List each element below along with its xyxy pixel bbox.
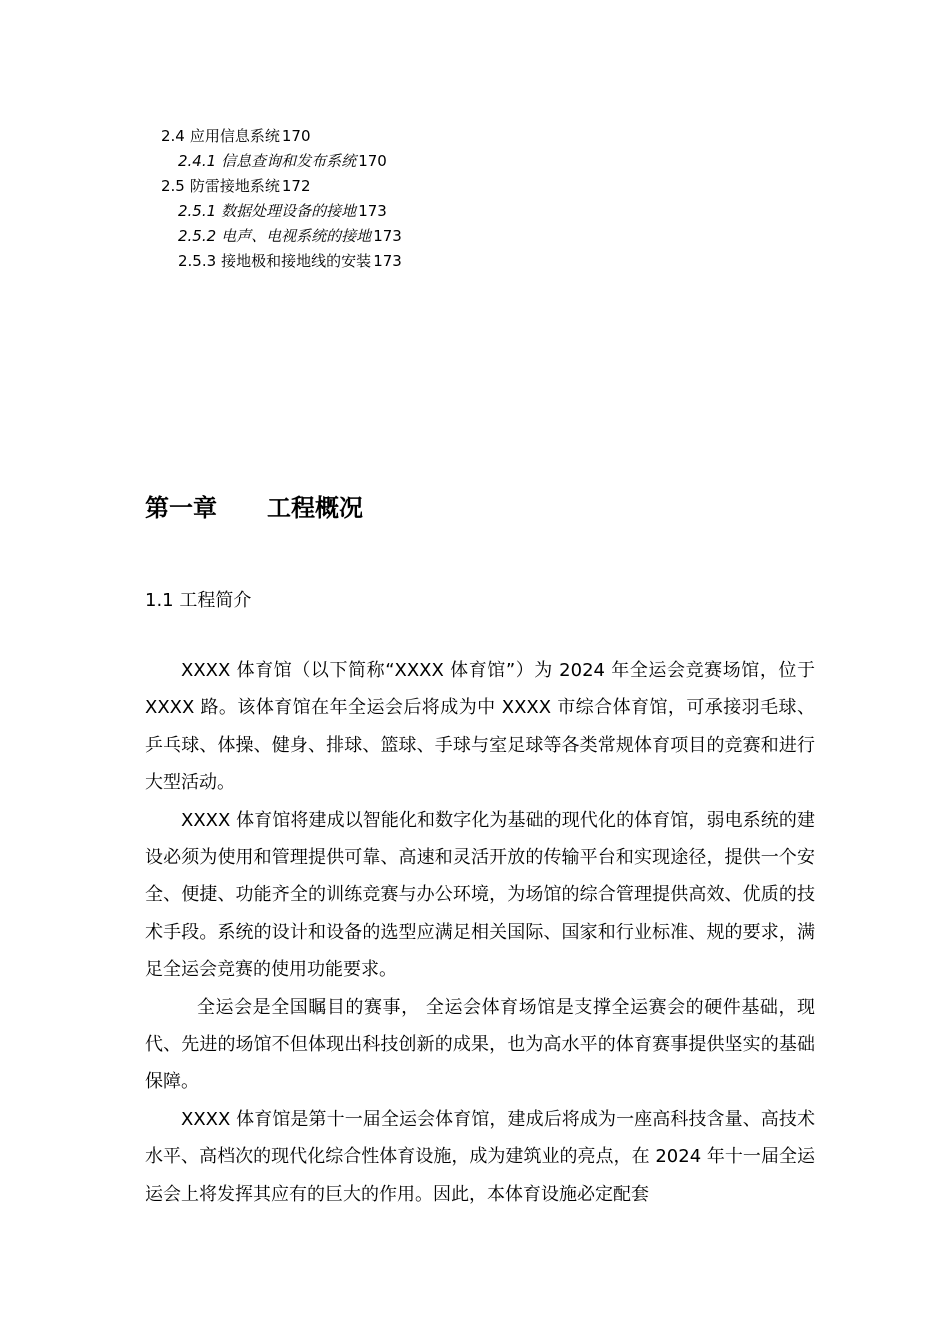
toc-entry-title: 防雷接地系统 (189, 177, 280, 195)
toc-entry-page: 170 (358, 152, 387, 170)
chapter-heading (145, 490, 363, 526)
paragraph: XXXX 体育馆（以下简称“XXXX 体育馆”）为 2024 年全运会竞赛场馆，位于 XXXX 路。该体育馆在年全运会后将成为中 XXXX 市综合体育馆，可承接羽毛球、乒乓球、体操、健身、排球、篮球、手球与室足球等各类常规体育项目的竞赛和进行大型活动。 (145, 660, 815, 794)
toc-entry-title: 信息查询和发布系统 (221, 152, 357, 170)
toc-entry-page: 173 (373, 227, 402, 245)
paragraph: XXXX 体育馆将建成以智能化和数字化为基础的现代化的体育馆，弱电系统的建设必须为使用和管理提供可靠、高速和灵活开放的传输平台和实现途径，提供一个安全、便捷、功能齐全的训练竞赛与办公环境，为场馆的综合管理提供高效、优质的技术手段。系统的设计和设备的选型应满足相关国际、国家和行业标准、规的要求，满足全运会竞赛的使用功能要求。 (145, 809, 815, 981)
toc-entry-2-5-3[interactable] (178, 251, 402, 271)
paragraph: XXXX 体育馆是第十一届全运会体育馆，建成后将成为一座高科技含量、高技术水平、高档次的现代化综合性体育设施，成为建筑业的亮点，在 2024 年十一届全运运会上将发挥其应有的巨大的作用。因此，本体育设施必定配套 (145, 1108, 815, 1205)
toc-entry-2-5-1[interactable] (178, 201, 387, 221)
body-text (145, 652, 815, 1213)
toc-entry-2-4[interactable] (161, 126, 311, 146)
toc-entry-page: 170 (281, 127, 311, 145)
toc-entry-number: 2.4.1 (178, 152, 217, 170)
toc-entry-number: 2.4 (161, 127, 185, 145)
toc-entry-number: 2.5.3 (178, 252, 217, 270)
toc-entry-number: 2.5.2 (178, 227, 217, 245)
toc-entry-2-5[interactable] (161, 176, 311, 196)
section-heading: 1.1 工程简介 (145, 590, 252, 611)
toc-entry-2-5-2[interactable] (178, 226, 402, 246)
toc-entry-page: 173 (358, 202, 387, 220)
toc-entry-number: 2.5 (161, 177, 185, 195)
toc-entry-page: 172 (281, 177, 311, 195)
toc-entry-title: 应用信息系统 (189, 127, 280, 145)
toc-entry-title: 数据处理设备的接地 (221, 202, 357, 220)
chapter-title: 工程概况 (267, 494, 363, 522)
toc-entry-page: 173 (373, 252, 402, 270)
toc-entry-number: 2.5.1 (178, 202, 217, 220)
toc-entry-title: 电声、电视系统的接地 (221, 227, 372, 245)
paragraph: 全运会是全国瞩目的赛事， 全运会体育场馆是支撑全运赛会的硬件基础，现代、先进的场馆不但体现出科技创新的成果，也为高水平的体育赛事提供坚实的基础保障。 (145, 996, 815, 1093)
chapter-label: 第一章 (145, 494, 217, 522)
toc-entry-title: 接地极和接地线的安装 (221, 252, 372, 270)
toc-entry-2-4-1[interactable] (178, 151, 387, 171)
